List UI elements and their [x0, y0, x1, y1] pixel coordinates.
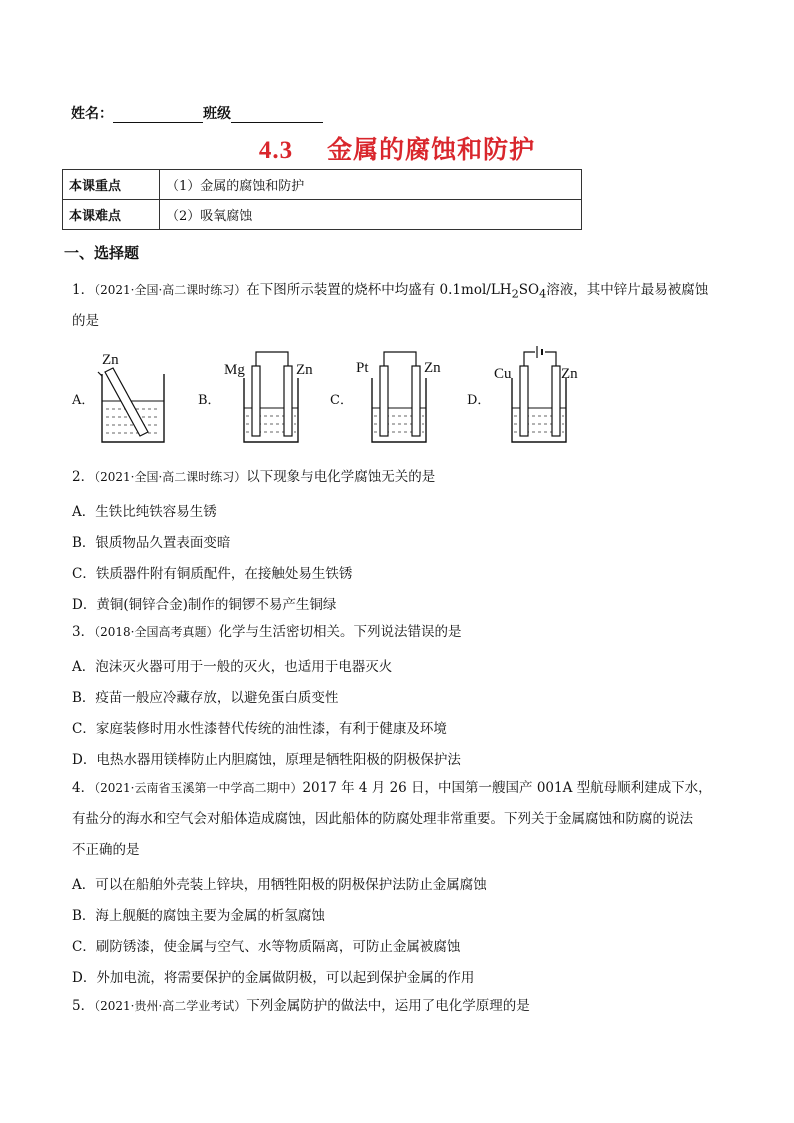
question-number: 3．	[72, 624, 95, 640]
question-source: （2021·贵州·高二学业考试）	[94, 999, 247, 1013]
option-d[interactable]: D．外加电流，将需要保护的金属做阴极，可以起到保护金属的作用	[72, 970, 475, 986]
option-a-label[interactable]: A．	[72, 393, 95, 408]
page-title	[0, 130, 794, 166]
question-text: SO	[518, 282, 540, 298]
subscript: 2	[511, 287, 519, 301]
question-4-line2: 有盐分的海水和空气会对船体造成腐蚀，因此船体的防腐处理非常重要。下列关于金属腐蚀和防腐的说法	[72, 811, 693, 827]
question-number: 5．	[72, 998, 95, 1014]
class-label: 班级	[203, 106, 231, 122]
table-row	[63, 170, 582, 200]
option-c[interactable]: C．刷防锈漆，使金属与空气、水等物质隔离，可防止金属被腐蚀	[72, 939, 461, 955]
question-text: 以下现象与电化学腐蚀无关的是	[246, 469, 436, 485]
electrode-label: Zn	[102, 352, 119, 368]
electrode-label: Zn	[296, 362, 313, 378]
question-1	[72, 278, 708, 307]
electrode-label: Cu	[494, 366, 512, 382]
keypoint-value: （1）金属的腐蚀和防护	[160, 170, 582, 200]
title-text: 金属的腐蚀和防护	[327, 135, 536, 164]
question-4	[72, 776, 712, 801]
keypoints-table	[62, 169, 582, 230]
subscript: 4	[539, 287, 547, 301]
keypoint-key: 本课难点	[63, 200, 160, 230]
question-2	[72, 465, 435, 490]
name-blank[interactable]	[113, 108, 203, 123]
beaker-figure-c	[368, 348, 432, 448]
option-c[interactable]: C．家庭装修时用水性漆替代传统的油性漆，有利于健康及环境	[72, 721, 447, 737]
section-heading: 一、选择题	[64, 244, 140, 262]
question-5	[72, 994, 530, 1019]
question-text: 溶液，其中锌片最易被腐蚀	[546, 282, 709, 298]
electrode-label: Zn	[561, 366, 578, 382]
option-b-label[interactable]: B．	[198, 393, 221, 408]
electrode-label: Zn	[424, 360, 441, 376]
table-row	[63, 200, 582, 230]
question-text: 化学与生活密切相关。下列说法错误的是	[218, 624, 462, 640]
option-c-label[interactable]: C．	[330, 393, 353, 408]
name-class-line	[71, 103, 323, 123]
class-blank[interactable]	[231, 108, 323, 123]
question-3	[72, 620, 461, 645]
question-1-line2: 的是	[72, 313, 99, 329]
option-c[interactable]: C．铁质器件附有铜质配件，在接触处易生铁锈	[72, 566, 353, 582]
option-a[interactable]: A．生铁比纯铁容易生锈	[72, 504, 217, 520]
question-source: （2018·全国高考真题）	[94, 625, 219, 639]
keypoint-key: 本课重点	[63, 170, 160, 200]
question-text: 在下图所示装置的烧杯中均盛有 0.1mol/LH	[246, 282, 512, 298]
question-number: 1．	[72, 282, 95, 298]
keypoint-value: （2）吸氧腐蚀	[160, 200, 582, 230]
question-number: 2．	[72, 469, 95, 485]
question-text: 2017 年 4 月 26 日，中国第一艘国产 001A 型航母顺利建成下水，	[302, 780, 712, 796]
question-text: 下列金属防护的做法中，运用了电化学原理的是	[246, 998, 530, 1014]
option-a[interactable]: A．泡沫灭火器可用于一般的灭火，也适用于电器灭火	[72, 659, 393, 675]
option-d-label[interactable]: D．	[467, 393, 491, 408]
option-a[interactable]: A．可以在船舶外壳装上锌块，用牺牲阳极的阴极保护法防止金属腐蚀	[72, 877, 487, 893]
name-label: 姓名：	[71, 106, 113, 122]
section-number: 4.3	[258, 137, 294, 164]
option-d[interactable]: D．电热水器用镁棒防止内胆腐蚀，原理是牺牲阳极的阴极保护法	[72, 752, 461, 768]
question-number: 4．	[72, 780, 95, 796]
option-d[interactable]: D．黄铜(铜锌合金)制作的铜锣不易产生铜绿	[72, 597, 337, 613]
question-source: （2021·全国·高二课时练习）	[94, 470, 247, 484]
beaker-figure-b	[240, 348, 304, 448]
question-4-line3: 不正确的是	[72, 842, 140, 858]
electrode-label: Pt	[356, 360, 369, 376]
beaker-figure-d	[508, 344, 572, 448]
option-b[interactable]: B．银质物品久置表面变暗	[72, 535, 231, 551]
electrode-label: Mg	[224, 362, 245, 378]
option-b[interactable]: B．海上舰艇的腐蚀主要为金属的析氢腐蚀	[72, 908, 325, 924]
question-source: （2021·全国·高二课时练习）	[94, 283, 247, 297]
option-b[interactable]: B．疫苗一般应冷藏存放，以避免蛋白质变性	[72, 690, 339, 706]
question-source: （2021·云南省玉溪第一中学高二期中）	[94, 781, 303, 795]
